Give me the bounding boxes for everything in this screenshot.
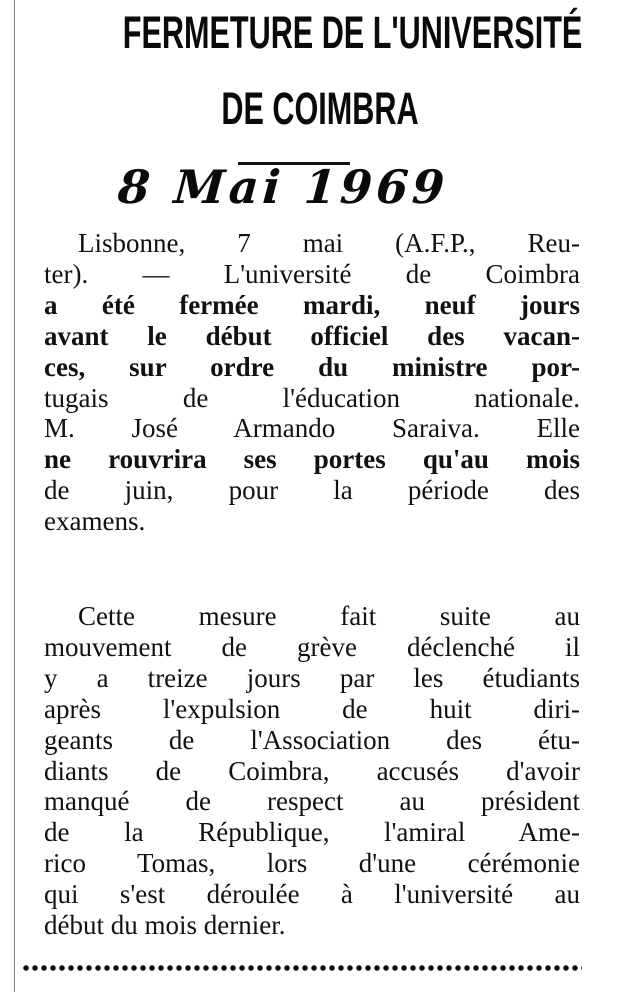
paragraph-1-line: a été fermée mardi, neuf jours (44, 289, 580, 320)
paragraph-2-line: mouvement de grève déclenché il (44, 631, 580, 662)
paragraph-2-line: début du mois dernier. (44, 910, 286, 941)
paragraph-2-line: après l'expulsion de huit diri- (44, 693, 580, 724)
paragraph-1-line: Lisbonne, 7 mai (A.F.P., Reu- (78, 228, 580, 258)
paragraph-1-line: tugais de l'éducation nationale. (44, 382, 580, 413)
handwritten-date: 8 Mai 1969 (116, 160, 451, 214)
paragraph-1-line: M. José Armando Saraiva. Elle (44, 413, 580, 444)
paragraph-1 (44, 228, 580, 537)
paragraph-1-line: ne rouvrira ses portes qu'au mois (44, 444, 580, 475)
headline-line-1: FERMETURE DE L'UNIVERSITÉ (122, 7, 583, 58)
paragraph-2 (44, 601, 580, 941)
bottom-dotted-rule (22, 964, 582, 972)
paragraph-1-line: examens. (44, 506, 146, 537)
paragraph-1-line: avant le début officiel des vacan- (44, 320, 580, 351)
paragraph-2-line: de la République, l'amiral Ame- (44, 817, 580, 848)
column-rule-left (14, 0, 15, 992)
paragraph-2-line: manqué de respect au président (44, 786, 580, 817)
paragraph-1-line: ter). — L'université de Coimbra (44, 258, 580, 289)
paragraph-2-line: Cette mesure fait suite au (78, 601, 580, 631)
paragraph-2-line: geants de l'Association des étu- (44, 724, 580, 755)
paragraph-2-line: y a treize jours par les étudiants (44, 662, 580, 693)
paragraph-1-line: de juin, pour la période des (44, 475, 580, 506)
paragraph-2-line: qui s'est déroulée à l'université au (44, 879, 580, 910)
paragraph-2-line: diants de Coimbra, accusés d'avoir (44, 755, 580, 786)
paragraph-2-line: rico Tomas, lors d'une cérémonie (44, 848, 580, 879)
paragraph-1-line: ces, sur ordre du ministre por- (44, 351, 580, 382)
headline-line-2: DE COIMBRA (221, 83, 419, 134)
